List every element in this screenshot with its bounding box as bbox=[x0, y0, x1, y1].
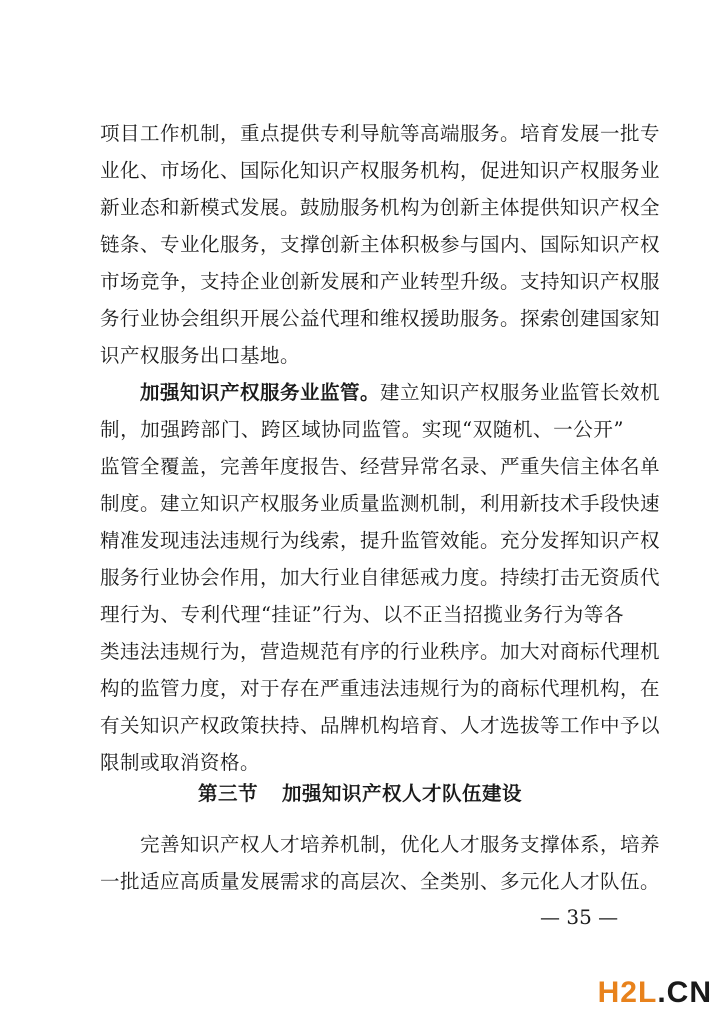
watermark-dot: . bbox=[657, 976, 667, 1009]
paragraph-line: 精准发现违法违规行为线索，提升监管效能。充分发挥知识产权 bbox=[100, 529, 661, 552]
paragraph-lead-heading: 加强知识产权服务业监管。 bbox=[140, 381, 381, 404]
section-number: 第三节 bbox=[197, 782, 258, 805]
paragraph-line-rest: 建立知识产权服务业监管长效机 bbox=[380, 381, 661, 404]
paragraph-line: 市场竞争，支持企业创新发展和产业转型升级。支持知识产权服 bbox=[100, 270, 661, 293]
paragraph-line: 务行业协会组织开展公益代理和维权援助服务。探索创建国家知 bbox=[100, 307, 661, 330]
section-title: 加强知识产权人才队伍建设 bbox=[282, 782, 523, 805]
paragraph-line: 类违法违规行为，营造规范有序的行业秩序。加大对商标代理机 bbox=[100, 640, 661, 663]
watermark-main: H2L bbox=[597, 976, 658, 1009]
paragraph-line: 链条、专业化服务，支撑创新主体积极参与国内、国际知识产权 bbox=[100, 233, 661, 256]
paragraph-line: 制，加强跨部门、跨区域协同监管。实现“双随机、一公开” bbox=[100, 418, 624, 441]
paragraph-line: 限制或取消资格。 bbox=[100, 751, 261, 774]
paragraph-line: 服务行业协会作用，加大行业自律惩戒力度。持续打击无资质代 bbox=[100, 566, 661, 589]
paragraph-line: 一批适应高质量发展需求的高层次、全类别、多元化人才队伍。 bbox=[100, 870, 661, 893]
watermark-suffix: CN bbox=[666, 976, 712, 1009]
paragraph-line: 监管全覆盖，完善年度报告、经营异常名录、严重失信主体名单 bbox=[100, 455, 661, 478]
paragraph-line: 新业态和新模式发展。鼓励服务机构为创新主体提供知识产权全 bbox=[100, 196, 661, 219]
paragraph-first-line bbox=[140, 381, 661, 405]
paragraph-line: 构的监管力度，对于存在严重违法违规行为的商标代理机构，在 bbox=[100, 677, 661, 700]
paragraph-line: 完善知识产权人才培养机制，优化人才服务支撑体系，培养 bbox=[140, 833, 661, 856]
paragraph-line: 项目工作机制，重点提供专利导航等高端服务。培育发展一批专 bbox=[100, 122, 661, 145]
watermark-logo bbox=[598, 976, 712, 1010]
paragraph-line: 理行为、专利代理“挂证”行为、以不正当招揽业务行为等各 bbox=[100, 603, 624, 626]
page-number: — 35 — bbox=[540, 905, 619, 929]
paragraph-line: 业化、市场化、国际化知识产权服务机构，促进知识产权服务业 bbox=[100, 159, 661, 182]
section-heading bbox=[0, 782, 720, 806]
paragraph-line: 识产权服务出口基地。 bbox=[100, 344, 301, 367]
paragraph-line: 制度。建立知识产权服务业质量监测机制，利用新技术手段快速 bbox=[100, 492, 661, 515]
paragraph-line: 有关知识产权政策扶持、品牌机构培育、人才选拔等工作中予以 bbox=[100, 714, 661, 737]
